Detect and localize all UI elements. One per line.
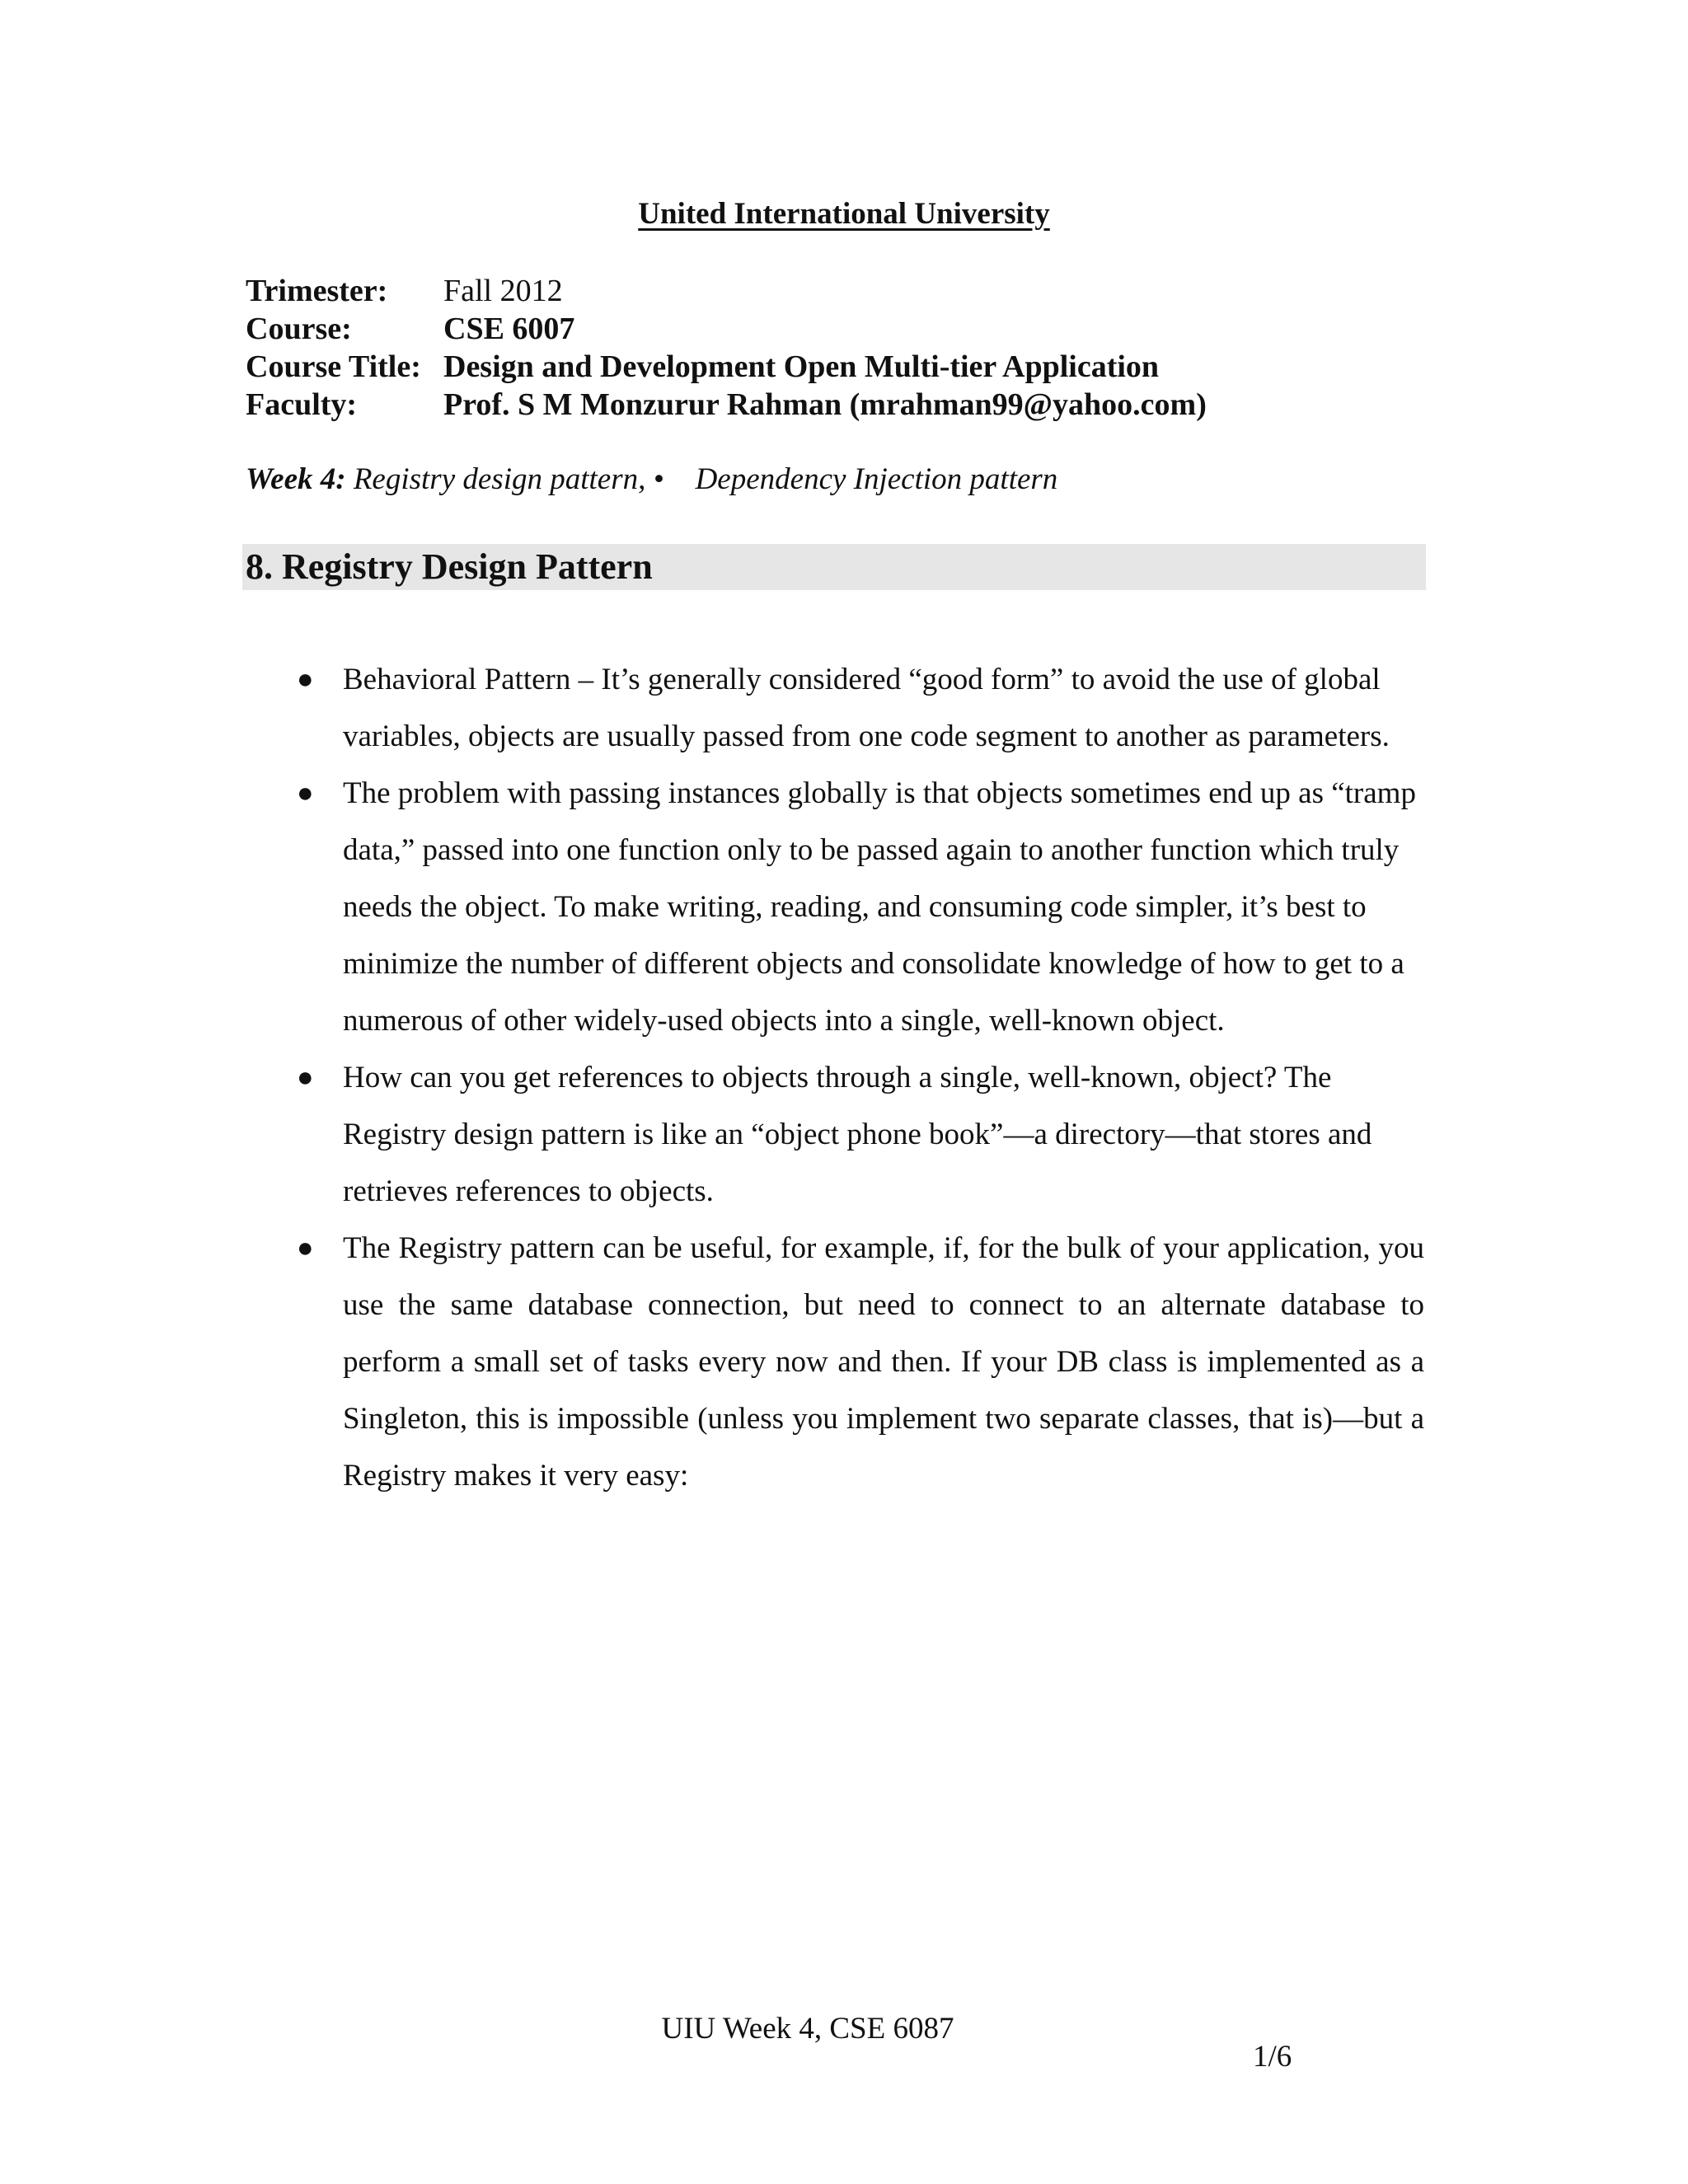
meta-row-course-title bbox=[246, 348, 1207, 386]
course-title-value: Design and Development Open Multi-tier Application bbox=[443, 349, 1160, 384]
bullet-icon: ● bbox=[297, 1233, 314, 1263]
page-number: 1/6 bbox=[1253, 2040, 1292, 2074]
trimester-label: Trimester: bbox=[246, 274, 388, 308]
course-label: Course: bbox=[246, 312, 352, 346]
list-item-text: Behavioral Pattern – It’s generally considered “good form” to avoid the use of global variables, objects are usually passed from one code segment to another as parameters. bbox=[343, 663, 1390, 753]
faculty-value: Prof. S M Monzurur Rahman (mrahman99@yahoo.com) bbox=[443, 387, 1207, 422]
week-label: Week 4: bbox=[246, 462, 346, 496]
faculty-label: Faculty: bbox=[246, 387, 358, 422]
week-topic-1: Registry design pattern, • bbox=[353, 462, 664, 496]
university-title: United International University bbox=[638, 197, 1050, 231]
week-topics bbox=[246, 462, 1057, 497]
course-value: CSE 6007 bbox=[443, 312, 575, 346]
meta-row-faculty bbox=[246, 386, 1207, 424]
section-heading: 8. Registry Design Pattern bbox=[242, 544, 1426, 590]
list-item bbox=[297, 765, 1424, 1049]
bullet-icon: ● bbox=[297, 1062, 314, 1093]
week-topic-2: Dependency Injection pattern bbox=[695, 462, 1058, 496]
trimester-value: Fall 2012 bbox=[443, 274, 563, 308]
page-footer: UIU Week 4, CSE 6087 bbox=[661, 2012, 954, 2046]
list-item-text: The Registry pattern can be useful, for example, if, for the bulk of your application, you use the same database connection, but need to connect to an alternate database to perform a small set of tasks every now and then. If your DB class is implemented as a Singleton, this is impossible (unless you implement two separate classes, that is)—but a Registry makes it very easy: bbox=[343, 1231, 1424, 1493]
course-title-label: Course Title: bbox=[246, 349, 421, 384]
course-meta bbox=[246, 272, 1207, 424]
list-item bbox=[297, 1220, 1424, 1504]
bullet-list bbox=[297, 651, 1424, 1504]
meta-row-course bbox=[246, 310, 1207, 348]
list-item-text: How can you get references to objects through a single, well-known, object? The Registry design pattern is like an “object phone book”—a directory—that stores and retrieves references to objects. bbox=[343, 1061, 1372, 1208]
list-item-text: The problem with passing instances globally is that objects sometimes end up as “tramp data,” passed into one function only to be passed again to another function which truly needs the object. To make writing, reading, and consuming code simpler, it’s best to minimize the number of different objects and consolidate knowledge of how to get to a numerous of other widely-used objects into a single, well-known object. bbox=[343, 776, 1416, 1038]
list-item bbox=[297, 651, 1424, 765]
bullet-icon: ● bbox=[297, 664, 314, 695]
list-item bbox=[297, 1049, 1424, 1220]
meta-row-trimester bbox=[246, 272, 1207, 310]
bullet-icon: ● bbox=[297, 778, 314, 808]
